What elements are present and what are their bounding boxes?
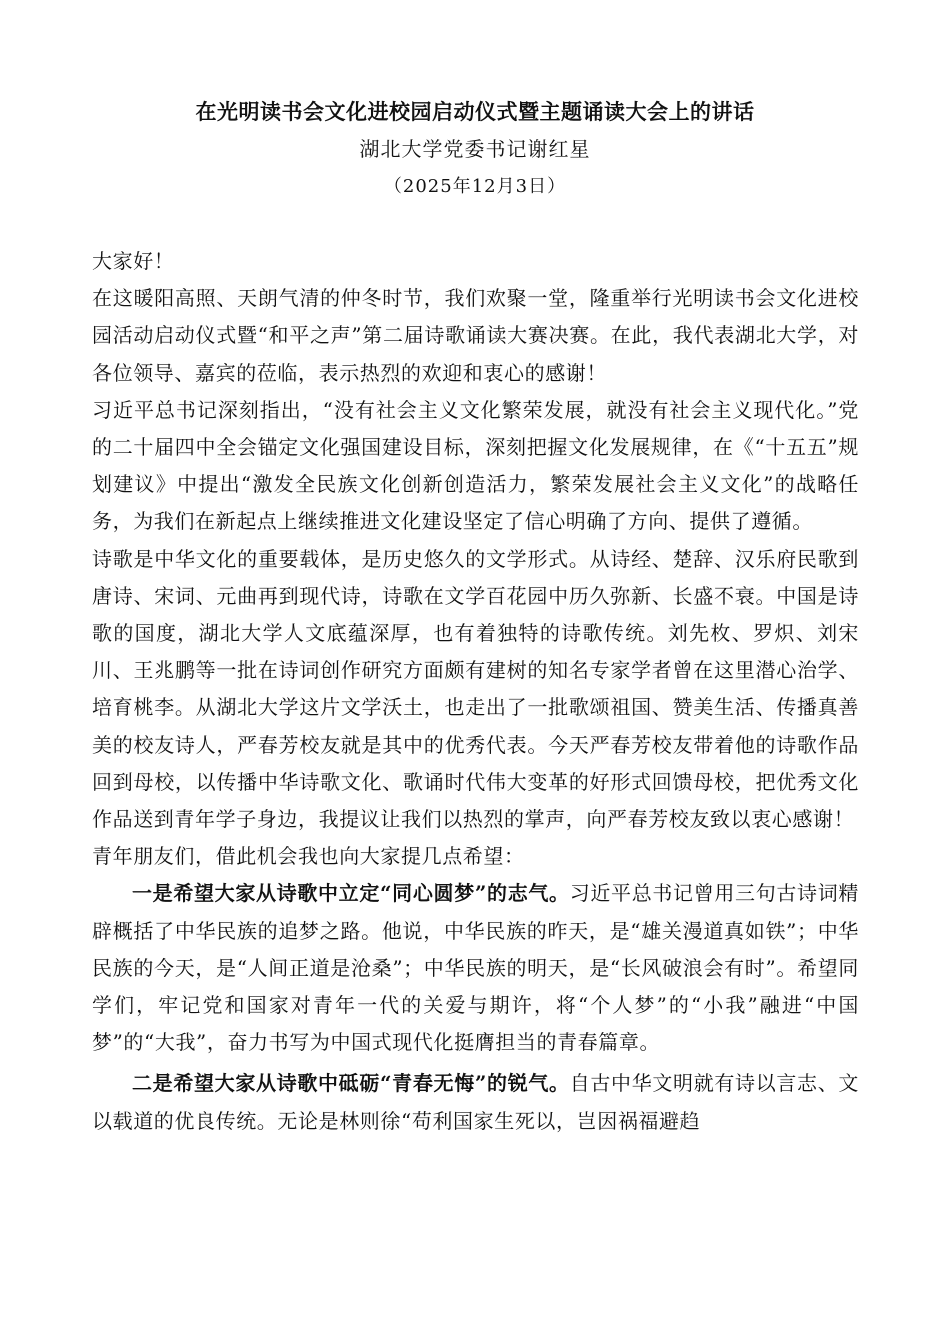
hope-one-heading: 一是希望大家从诗歌中立定“同心圆梦”的志气。 — [132, 881, 570, 906]
xi-quote-paragraph: 习近平总书记深刻指出，“没有社会主义文化繁荣发展，就没有社会主义现代化。”党的二十届四中全会锚定文化强国建设目标，深刻把握文化发展规律，在《“十五五”规划建议》中提出“激发全民族文化创新创造活力，繁荣发展社会主义文化”的战略任务，为我们在新起点上继续推进文化建设坚定了信心明确了方向、提供了遵循。 — [92, 397, 859, 534]
hope-two-text: 自古中华文明就有诗以言志、文以载道的优良传统。无论是林则徐“苟利国家生死以，岂因祸福避趋 — [92, 1071, 859, 1133]
hope-two-paragraph — [92, 1065, 859, 1139]
hope-one-paragraph — [92, 875, 859, 1061]
opening-paragraph: 在这暖阳高照、天朗气清的仲冬时节，我们欢聚一堂，隆重举行光明读书会文化进校园活动启动仪式暨“和平之声”第二届诗歌诵读大赛决赛。在此，我代表湖北大学，对各位领导、嘉宾的莅临，表示热烈的欢迎和衷心的感谢！ — [92, 286, 859, 385]
speaker-line: 湖北大学党委书记谢红星 — [359, 137, 591, 161]
speech-date: （2025年12月3日） — [383, 176, 567, 197]
speech-body — [92, 243, 859, 1140]
hope-two-heading: 二是希望大家从诗歌中砥砺“青春无悔”的锐气。 — [132, 1071, 570, 1096]
hope-one-text: 习近平总书记曾用三句古诗词精辟概括了中华民族的追梦之路。他说，中华民族的昨天，是“雄关漫道真如铁”；中华民族的今天，是“人间正道是沧桑”；中华民族的明天，是“长风破浪会有时”。希望同学们，牢记党和国家对青年一代的关爱与期许，将“个人梦”的“小我”融进“中国梦”的“大我”，奋力书写为中国式现代化挺膺担当的青春篇章。 — [92, 881, 859, 1055]
greeting-paragraph: 大家好！ — [92, 249, 175, 273]
speech-title: 在光明读书会文化进校园启动仪式暨主题诵读大会上的讲话 — [195, 99, 755, 124]
poetry-tradition-paragraph: 诗歌是中华文化的重要载体，是历史悠久的文学形式。从诗经、楚辞、汉乐府民歌到唐诗、宋词、元曲再到现代诗，诗歌在文学百花园中历久弥新、长盛不衰。中国是诗歌的国度，湖北大学人文底蕴深厚，也有着独特的诗歌传统。刘先枚、罗炽、刘宋川、王兆鹏等一批在诗词创作研究方面颇有建树的知名专家学者曾在这里潜心治学、培育桃李。从湖北大学这片文学沃土，也走出了一批歌颂祖国、赞美生活、传播真善美的校友诗人，严春芳校友就是其中的优秀代表。今天严春芳校友带着他的诗歌作品回到母校，以传播中华诗歌文化、歌诵时代伟大变革的好形式回馈母校，把优秀文化作品送到青年学子身边，我提议让我们以热烈的掌声，向严春芳校友致以衷心感谢！ — [92, 546, 859, 832]
hopes-intro-paragraph: 青年朋友们，借此机会我也向大家提几点希望： — [92, 844, 525, 869]
